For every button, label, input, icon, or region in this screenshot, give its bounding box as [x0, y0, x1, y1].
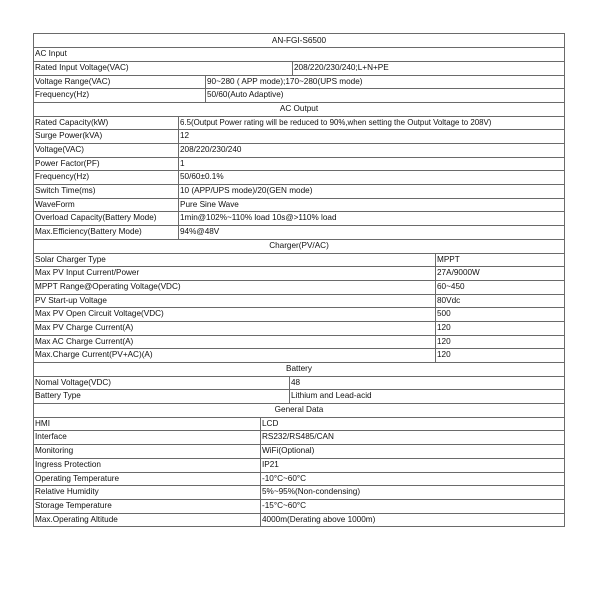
- row-label: Overload Capacity(Battery Mode): [35, 213, 157, 223]
- row-value: 27A/9000W: [435, 267, 564, 280]
- row-value: -10°C~60°C: [260, 473, 564, 486]
- table-row: [33, 295, 565, 309]
- row-label: Surge Power(kVA): [35, 131, 103, 141]
- row-label: Nomal Voltage(VDC): [35, 377, 111, 387]
- table-row: [33, 445, 565, 459]
- table-row: [33, 130, 565, 144]
- table-row: [33, 500, 565, 514]
- table-row: [33, 514, 565, 528]
- table-row: [33, 62, 565, 76]
- table-row: [33, 349, 565, 363]
- row-label: PV Start-up Voltage: [35, 295, 107, 305]
- row-label: Power Factor(PF): [35, 158, 100, 168]
- row-value: 120: [435, 336, 564, 349]
- row-label: Rated Input Voltage(VAC): [35, 62, 129, 72]
- table-row: [33, 418, 565, 432]
- row-label: Max AC Charge Current(A): [35, 336, 134, 346]
- ac-input-heading: AC Input: [35, 49, 67, 59]
- row-label: MPPT Range@Operating Voltage(VDC): [35, 281, 181, 291]
- row-value: 80Vdc: [435, 295, 564, 308]
- row-label: Storage Temperature: [35, 500, 112, 510]
- row-value: 6.5(Output Power rating will be reduced to 90%,when setting the Output Voltage to 208V): [178, 117, 564, 130]
- row-label: Battery Type: [35, 391, 81, 401]
- row-value: LCD: [260, 418, 564, 431]
- row-value: Pure Sine Wave: [178, 199, 564, 212]
- row-label: Voltage Range(VAC): [35, 76, 111, 86]
- row-label: Max.Operating Altitude: [35, 514, 118, 524]
- row-value: -15°C~60°C: [260, 500, 564, 513]
- battery-heading: Battery: [286, 364, 312, 373]
- row-value: 120: [435, 349, 564, 362]
- table-row: [33, 226, 565, 240]
- row-label: Relative Humidity: [35, 487, 99, 497]
- row-value: WiFi(Optional): [260, 445, 564, 458]
- row-value: 12: [178, 130, 564, 143]
- model-title: AN-FGI-S6500: [271, 36, 327, 45]
- row-value: 90~280 ( APP mode);170~280(UPS mode): [205, 76, 564, 89]
- row-label: Switch Time(ms): [35, 186, 96, 196]
- row-label: Max.Efficiency(Battery Mode): [35, 227, 142, 237]
- table-row: [33, 117, 565, 131]
- row-label: HMI: [35, 418, 51, 428]
- ac-output-heading: AC Output: [279, 103, 319, 113]
- spec-table: [33, 33, 565, 527]
- row-label: Interface: [35, 432, 67, 442]
- table-row: [33, 185, 565, 199]
- row-value: IP21: [260, 459, 564, 472]
- table-row: [33, 281, 565, 295]
- row-label: Max PV Open Circuit Voltage(VDC): [35, 309, 164, 319]
- row-label: Rated Capacity(kW): [35, 117, 109, 127]
- row-label: WaveForm: [35, 199, 75, 209]
- table-row: [33, 486, 565, 500]
- table-row: [33, 377, 565, 391]
- table-row: [33, 144, 565, 158]
- row-value: Lithium and Lead-acid: [289, 390, 564, 403]
- row-value: 48: [289, 377, 564, 390]
- row-value: 120: [435, 322, 564, 335]
- row-label: Max PV Charge Current(A): [35, 322, 134, 332]
- row-label: Voltage(VAC): [35, 145, 84, 154]
- section-header-general: [33, 404, 565, 418]
- row-label: Max PV Input Current/Power: [35, 268, 140, 278]
- row-label: Frequency(Hz): [35, 172, 90, 182]
- section-header-ac-input: [33, 48, 565, 62]
- table-row: [33, 254, 565, 268]
- row-label: Operating Temperature: [35, 473, 120, 483]
- charger-heading: Charger(PV/AC): [269, 240, 329, 250]
- row-value: MPPT: [435, 254, 564, 267]
- table-row: [33, 158, 565, 172]
- row-value: 1: [178, 158, 564, 171]
- general-heading: General Data: [274, 405, 324, 415]
- table-row: [33, 267, 565, 281]
- table-title-row: [33, 33, 565, 48]
- row-label: Solar Charger Type: [35, 254, 106, 264]
- row-label: Ingress Protection: [35, 459, 101, 469]
- row-value: 10 (APP/UPS mode)/20(GEN mode): [178, 185, 564, 198]
- row-value: 1min@102%~110% load 10s@>110% load: [178, 212, 564, 225]
- row-value: 500: [435, 308, 564, 321]
- row-value: 4000m(Derating above 1000m): [260, 514, 564, 527]
- table-row: [33, 199, 565, 213]
- row-label: Monitoring: [35, 446, 74, 456]
- row-value: 208/220/230/240: [178, 144, 564, 157]
- table-row: [33, 76, 565, 90]
- row-value: 5%~95%(Non-condensing): [260, 486, 564, 499]
- table-row: [33, 322, 565, 336]
- row-label: Frequency(Hz): [35, 90, 90, 100]
- table-row: [33, 473, 565, 487]
- section-header-charger: [33, 240, 565, 254]
- table-row: [33, 171, 565, 185]
- row-value: 208/220/230/240;L+N+PE: [292, 62, 564, 75]
- section-header-battery: [33, 363, 565, 377]
- table-row: [33, 89, 565, 103]
- table-row: [33, 336, 565, 350]
- table-row: [33, 431, 565, 445]
- row-value: 50/60±0.1%: [178, 171, 564, 184]
- row-label: Max.Charge Current(PV+AC)(A): [35, 350, 153, 360]
- table-row: [33, 459, 565, 473]
- section-header-ac-output: [33, 103, 565, 117]
- row-value: 60~450: [435, 281, 564, 294]
- row-value: RS232/RS485/CAN: [260, 431, 564, 444]
- row-value: 94%@48V: [178, 226, 564, 239]
- table-row: [33, 212, 565, 226]
- table-row: [33, 308, 565, 322]
- table-row: [33, 390, 565, 404]
- row-value: 50/60(Auto Adaptive): [205, 89, 564, 102]
